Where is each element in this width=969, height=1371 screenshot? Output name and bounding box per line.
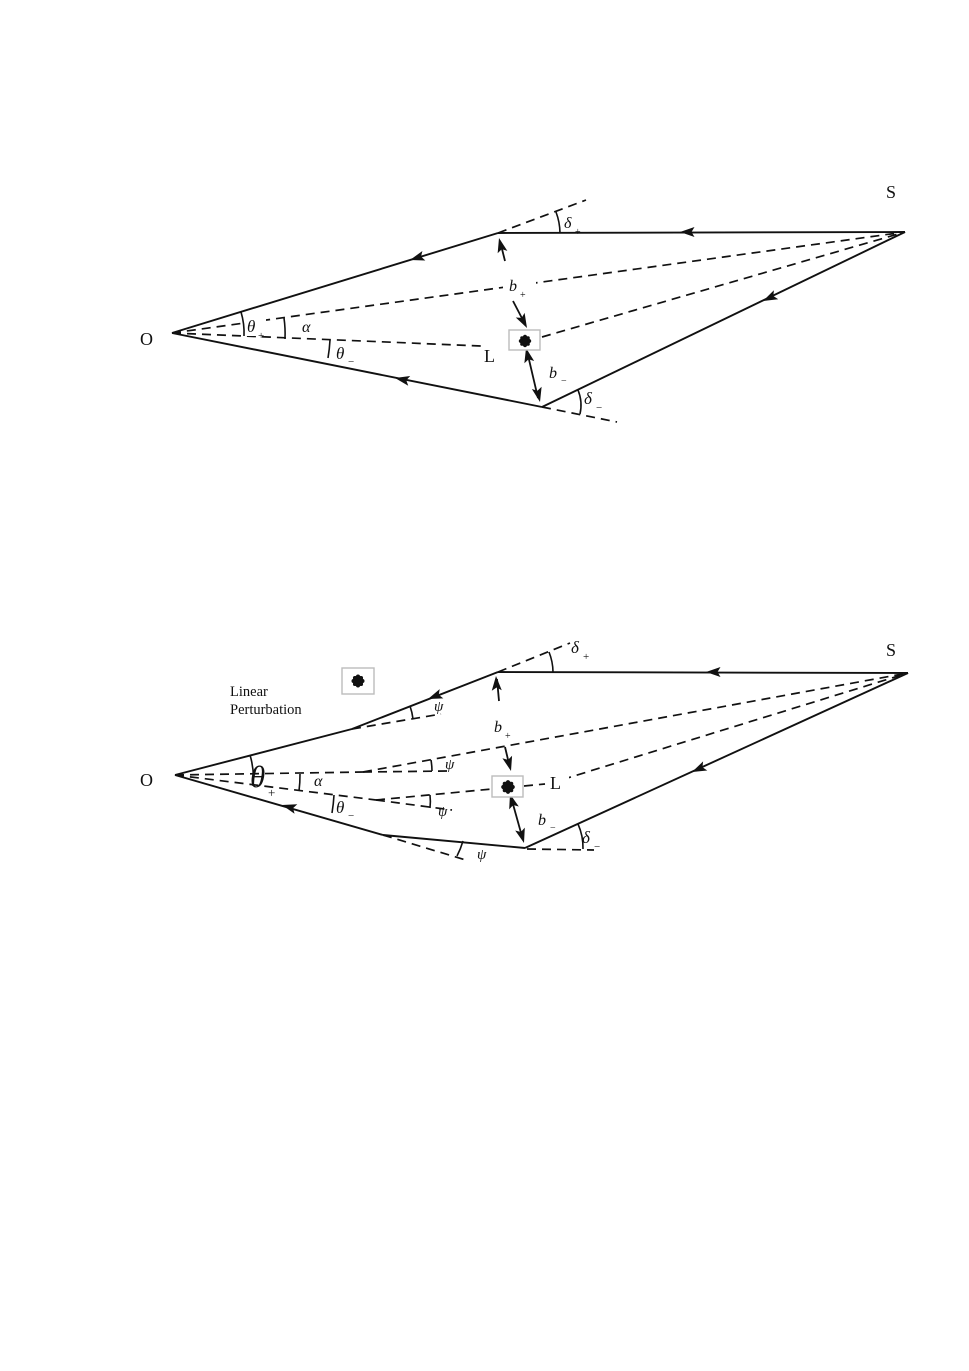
bottom-psi-bend1-label: ψ [445, 757, 455, 773]
top-b-minus-subscript: − [561, 376, 567, 387]
perturbation-caption-line2: Perturbation [230, 702, 302, 718]
bottom-delta-minus-subscript: − [594, 841, 601, 853]
bottom-delta-plus-subscript: + [583, 651, 590, 663]
perturbation-caption-line1: Linear [230, 684, 268, 700]
bottom-theta-plus-subscript: + [268, 785, 276, 800]
top-observer-label: O [140, 329, 153, 349]
top-theta-minus-label: θ [336, 344, 345, 363]
bottom-source-label: S [886, 640, 897, 660]
bottom-theta-minus-label: θ [336, 798, 345, 817]
bottom-b-plus-label: b [494, 719, 502, 736]
bottom-b-minus-label: b [538, 812, 546, 829]
bottom-b-minus-subscript: − [550, 823, 556, 834]
bottom-psi-bend2-label: ψ [438, 804, 448, 820]
top-ray-S-to-upper-kink [498, 232, 905, 233]
top-theta-plus-subscript: + [258, 330, 265, 342]
top-theta-minus-subscript: − [348, 356, 355, 368]
top-delta-plus-label: δ [564, 215, 572, 232]
top-delta-minus-label: δ [584, 389, 592, 408]
top-alpha-label: α [302, 319, 311, 336]
top-b-plus-subscript: + [520, 290, 526, 301]
bottom-psi-upper-label: ψ [434, 699, 444, 715]
top-delta-minus-subscript: − [596, 402, 603, 414]
bottom-alpha-label: α [314, 773, 323, 790]
bottom-delta-plus-label: δ [571, 638, 579, 657]
top-delta-plus-subscript: + [575, 227, 581, 238]
bottom-delta-minus-label: δ [582, 828, 590, 847]
top-source-label: S [886, 182, 897, 202]
bottom-lens-label: L [550, 773, 561, 793]
top-theta-plus-label: θ [247, 317, 256, 336]
bottom-theta-minus-subscript: − [348, 810, 355, 822]
bottom-theta-plus-label: θ [250, 759, 266, 794]
bottom-psi-lower-label: ψ [477, 847, 487, 863]
bottom-observer-label: O [140, 770, 153, 790]
bottom-ray-S-to-upper-kink [498, 672, 908, 673]
bottom-b-plus-subscript: + [505, 731, 511, 742]
top-lens-label: L [484, 346, 495, 366]
top-b-minus-label: b [549, 365, 557, 382]
top-b-plus-label: b [509, 278, 517, 295]
